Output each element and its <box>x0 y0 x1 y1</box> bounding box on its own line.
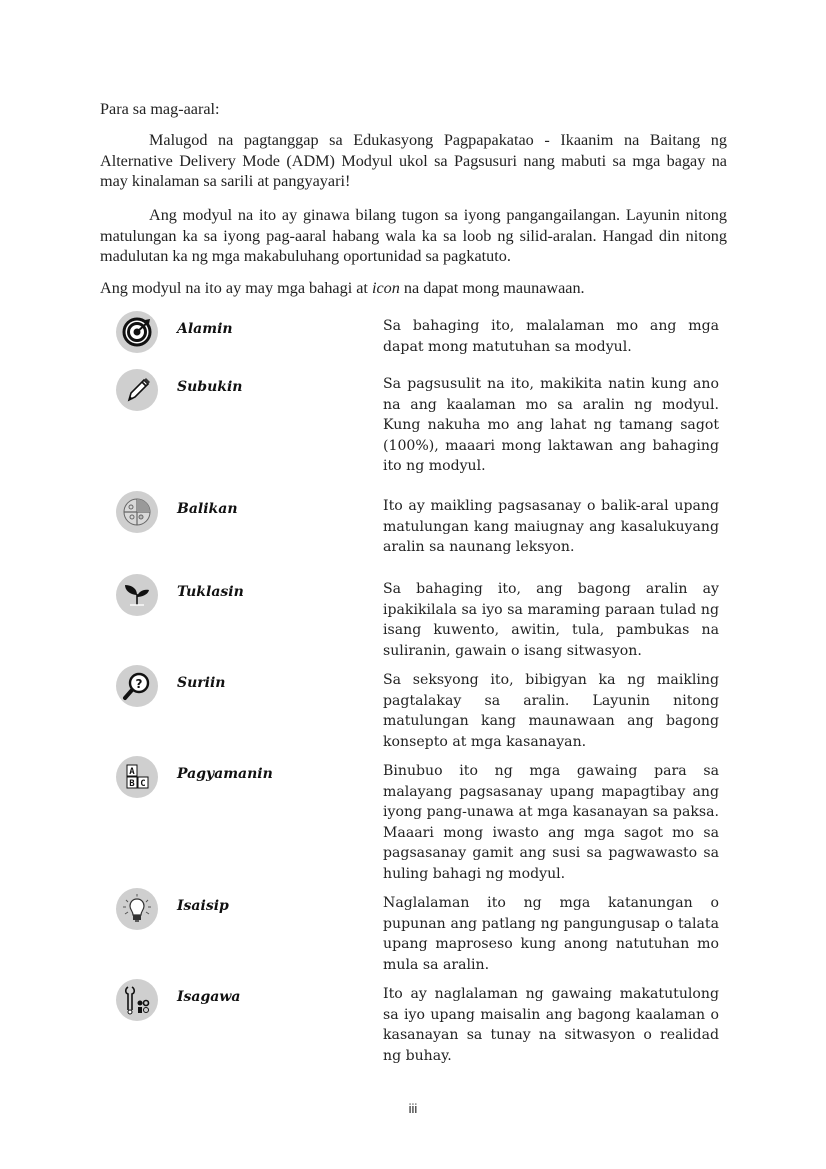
greeting: Para sa mag-aaral: <box>100 100 220 118</box>
wrench-tools-icon <box>116 979 158 1021</box>
sprout-icon <box>116 574 158 616</box>
intro-italic-word: icon <box>371 279 400 297</box>
section-label: Isaisip <box>177 898 229 914</box>
svg-text:?: ? <box>135 677 143 691</box>
section-label: Pagyamanin <box>177 766 273 782</box>
welcome-paragraph: Malugod na pagtanggap sa Edukasyong Pagpapakatao - Ikaanim na Baitang ng Alternative Delivery Mode (ADM) Modyul ukol sa Pagsusuri nang mabuti sa mga bagay na may kinalaman sa sarili at pangyayari! <box>100 131 727 191</box>
section-description: Naglalaman ito ng mga katanungan o pupunan ang patlang ng pangungusap o talata upang maproseso kung anong natutuhan mo mula sa aralin. <box>383 895 719 973</box>
abc-blocks-icon <box>116 756 158 798</box>
page-number: iii <box>408 1101 418 1116</box>
intro-sentence <box>100 278 727 299</box>
lightbulb-icon <box>116 888 158 930</box>
section-label: Balikan <box>177 501 238 517</box>
block-letter-b: B <box>129 779 135 789</box>
section-description: Binubuo ito ng mga gawaing para sa malayang pagsasanay upang mapagtibay ang iyong pang-unawa at mga kasanayan sa paksa. Maaari mong iwasto ang mga sagot mo sa pagsasanay gamit ang susi sa pagwawasto sa huling bahagi ng modyul. <box>383 763 719 882</box>
section-description: Sa bahaging ito, ang bagong aralin ay ipakikilala sa iyo sa maraming paraan tulad ng isang kuwento, awitin, tula, pambukas na suliranin, gawain o isang sitwasyon. <box>383 581 719 659</box>
puzzle-icon <box>116 491 158 533</box>
section-label: Suriin <box>177 675 226 691</box>
target-icon <box>116 311 158 353</box>
section-label: Tuklasin <box>177 584 244 600</box>
intro-text-before: Ang modyul na ito ay may mga bahagi at <box>100 279 372 297</box>
section-description: Sa bahaging ito, malalaman mo ang mga dapat mong matutuhan sa modyul. <box>383 318 719 355</box>
pencil-icon <box>116 369 158 411</box>
purpose-paragraph: Ang modyul na ito ay ginawa bilang tugon sa iyong pangangailangan. Layunin nitong matulungan ka sa iyong pag-aaral habang wala ka sa loob ng silid-aralan. Hangad din nitong madulutan ka ng mga makabuluhang oportunidad sa pagkatuto. <box>100 206 727 266</box>
magnifier-question-icon <box>116 665 158 707</box>
section-label: Alamin <box>177 321 233 337</box>
section-description: Sa pagsusulit na ito, makikita natin kung ano na ang kaalaman mo sa aralin ng modyul. Kung nakuha mo ang lahat ng tamang sagot (100%), maaari mong laktawan ang bahaging ito ng modyul. <box>383 376 719 474</box>
section-label: Isagawa <box>177 989 241 1005</box>
block-letter-a: A <box>129 767 135 777</box>
section-description: Ito ay maikling pagsasanay o balik-aral upang matulungan kang maiugnay ang kasalukuyang aralin sa naunang leksyon. <box>383 498 719 555</box>
block-letter-c: C <box>140 779 146 789</box>
section-description: Ito ay naglalaman ng gawaing makatutulong sa iyo upang maisalin ang bagong kaalaman o kasanayan sa tunay na sitwasyon o realidad ng buhay. <box>383 986 719 1064</box>
section-label: Subukin <box>177 379 243 395</box>
intro-text-after: na dapat mong maunawaan. <box>399 279 585 297</box>
section-description: Sa seksyong ito, bibigyan ka ng maikling pagtalakay sa aralin. Layunin nitong matulungan kang maunawaan ang bagong konsepto at mga kasanayan. <box>383 672 719 750</box>
